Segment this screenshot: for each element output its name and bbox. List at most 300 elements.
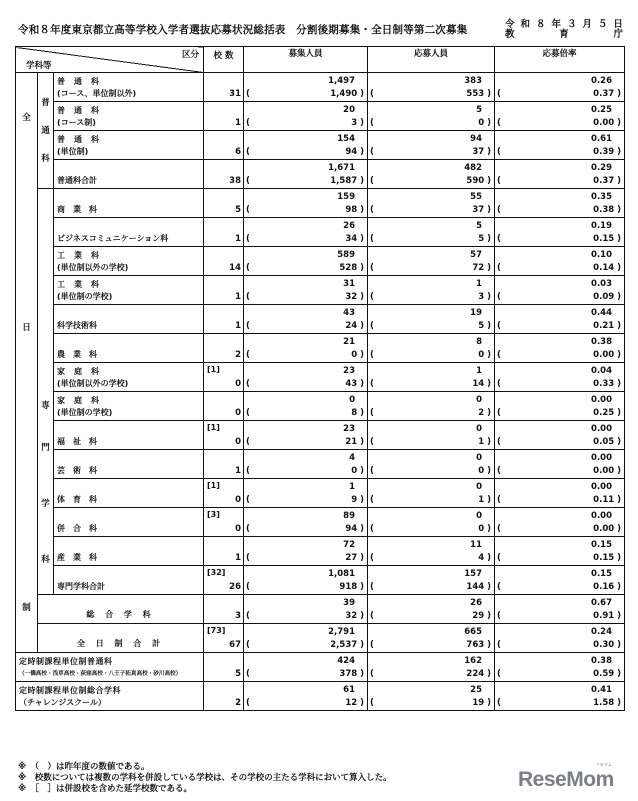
- row-label: [54, 479, 204, 508]
- capacity-previous-value: 1,587: [330, 176, 358, 186]
- header-kubun-gakka: [16, 47, 204, 73]
- paren-open: (: [246, 640, 250, 650]
- ratio-previous-value: 0.15: [593, 553, 615, 563]
- ratio-cell: [495, 247, 625, 276]
- capacity-cell: [244, 276, 368, 305]
- capacity-current: 39: [343, 598, 356, 608]
- schools-bracket-count: [32]: [207, 568, 226, 577]
- capacity-cell: [244, 421, 368, 450]
- ratio-cell: [495, 334, 625, 363]
- row-label-line2: 体 育 科: [57, 495, 97, 504]
- paren-open: (: [246, 350, 250, 360]
- ratio-previous: 0.11 ): [593, 495, 622, 505]
- row-label-line1: 普 通 科: [57, 77, 100, 86]
- paren-open: (: [370, 176, 374, 186]
- schools-cell: [204, 131, 244, 160]
- row-label-line2: (単位制): [57, 147, 89, 156]
- applicants-previous-value: 590: [466, 176, 485, 186]
- capacity-previous-value: 378: [339, 669, 358, 679]
- applicants-previous: 5 ): [478, 234, 492, 244]
- paren-open: (: [497, 321, 501, 331]
- ratio-previous-value: 0.00: [593, 350, 615, 360]
- schools-count: 38: [229, 176, 242, 186]
- paren-open: (: [246, 263, 250, 273]
- paren-open: (: [246, 437, 250, 447]
- applicants-cell: [368, 276, 495, 305]
- ratio-previous-value: 0.59: [593, 669, 615, 679]
- applicants-previous-value: 0: [478, 350, 485, 360]
- ratio-previous-value: 0.21: [593, 321, 615, 331]
- applicants-current: 57: [470, 250, 483, 260]
- capacity-previous: 98 ): [345, 205, 365, 215]
- row-label-line2: 併 合 科: [57, 524, 97, 533]
- applicants-cell: [368, 189, 495, 218]
- applicants-previous-value: 0: [478, 118, 485, 128]
- capacity-cell: [244, 450, 368, 479]
- schools-cell: [204, 73, 244, 102]
- applicants-previous-value: 5: [478, 234, 485, 244]
- paren-open: (: [497, 524, 501, 534]
- applicants-previous-value: 37: [472, 205, 485, 215]
- applicants-previous-value: 14: [472, 379, 485, 389]
- header-schools: 校 数: [204, 47, 244, 73]
- ratio-current: 0.67: [591, 598, 613, 608]
- row-label-line2: (単位制の学校): [57, 408, 113, 417]
- ratio-previous-value: 0.37: [593, 176, 615, 186]
- applicants-current: 0: [476, 511, 483, 521]
- capacity-current: 23: [343, 424, 356, 434]
- table-row: [16, 276, 625, 305]
- ratio-current: 0.38: [591, 337, 613, 347]
- applicants-previous-value: 763: [466, 640, 485, 650]
- row-label: [54, 160, 204, 189]
- capacity-previous: 1,490 ): [330, 89, 365, 99]
- schools-bracket-count: [1]: [207, 481, 220, 490]
- paren-open: (: [246, 611, 250, 621]
- schools-count: 1: [235, 553, 242, 563]
- applicants-cell: [368, 247, 495, 276]
- applicants-previous-value: 1: [478, 495, 485, 505]
- capacity-previous: 94 ): [345, 147, 365, 157]
- ratio-cell: [495, 392, 625, 421]
- applicants-previous-value: 72: [472, 263, 485, 273]
- capacity-previous: 3 ): [351, 118, 365, 128]
- capacity-current: 1,497: [328, 76, 356, 86]
- ratio-cell: [495, 189, 625, 218]
- table-row: [16, 566, 625, 595]
- capacity-current: 424: [337, 656, 356, 666]
- applicants-previous-value: 1: [478, 437, 485, 447]
- schools-count: 3: [235, 611, 242, 621]
- schools-cell: [204, 624, 244, 653]
- capacity-previous-value: 98: [345, 205, 358, 215]
- paren-open: (: [497, 611, 501, 621]
- paren-open: (: [370, 89, 374, 99]
- applicants-current: 1: [476, 279, 483, 289]
- ratio-current: 0.24: [591, 627, 613, 637]
- ratio-previous: 0.37 ): [593, 176, 622, 186]
- schools-count: 2: [235, 698, 242, 708]
- applicants-current: 94: [470, 134, 483, 144]
- capacity-cell: [244, 334, 368, 363]
- paren-open: (: [246, 466, 250, 476]
- header-gakka: 学科等: [26, 61, 52, 71]
- paren-open: (: [497, 89, 501, 99]
- row-label: [54, 334, 204, 363]
- capacity-previous: 0 ): [351, 466, 365, 476]
- header-ratio: 応募倍率: [495, 47, 625, 73]
- applicants-previous: 0 ): [478, 524, 492, 534]
- ratio-previous: 0.00 ): [593, 524, 622, 534]
- capacity-previous-value: 0: [351, 466, 358, 476]
- capacity-current: 0: [349, 395, 356, 405]
- capacity-cell: [244, 73, 368, 102]
- applicants-current: 8: [476, 337, 483, 347]
- capacity-current: 1,671: [328, 163, 356, 173]
- capacity-previous: 32 ): [345, 611, 365, 621]
- applicants-current: 162: [464, 656, 483, 666]
- row-label: [54, 131, 204, 160]
- row-label: [38, 595, 204, 624]
- applicants-cell: [368, 566, 495, 595]
- paren-open: (: [246, 553, 250, 563]
- schools-count: 1: [235, 292, 242, 302]
- applicants-previous: 553 ): [466, 89, 492, 99]
- capacity-previous-value: 32: [345, 611, 358, 621]
- capacity-current: 159: [337, 192, 356, 202]
- ratio-current: 0.03: [591, 279, 613, 289]
- applicants-current: 0: [476, 482, 483, 492]
- ratio-cell: [495, 595, 625, 624]
- row-label-line2: 農 業 科: [57, 350, 97, 359]
- row-label-line2: 芸 術 科: [57, 466, 97, 475]
- row-label-line1: 普 通 科: [57, 135, 100, 144]
- ratio-current: 0.61: [591, 134, 613, 144]
- ratio-previous-value: 0.30: [593, 640, 615, 650]
- applicants-cell: [368, 537, 495, 566]
- table-row: [16, 102, 625, 131]
- ratio-current: 0.35: [591, 192, 613, 202]
- ratio-current: 0.15: [591, 540, 613, 550]
- ratio-current: 0.00: [591, 482, 613, 492]
- applicants-previous-value: 19: [472, 698, 485, 708]
- applicants-cell: [368, 682, 495, 711]
- resemom-logo: [518, 762, 614, 792]
- ratio-previous-value: 0.00: [593, 466, 615, 476]
- ratio-cell: [495, 73, 625, 102]
- table-row: [16, 537, 625, 566]
- capacity-previous-value: 21: [345, 437, 358, 447]
- applicants-current: 157: [464, 569, 483, 579]
- ratio-cell: [495, 131, 625, 160]
- capacity-cell: [244, 653, 368, 682]
- applicants-previous-value: 37: [472, 147, 485, 157]
- table-row: [16, 595, 625, 624]
- ratio-cell: [495, 537, 625, 566]
- capacity-current: 61: [343, 685, 356, 695]
- row-label-line2: 福 祉 科: [57, 437, 97, 446]
- applicants-current: 482: [464, 163, 483, 173]
- ratio-previous: 0.00 ): [593, 466, 622, 476]
- applicants-cell: [368, 334, 495, 363]
- ratio-current: 0.25: [591, 105, 613, 115]
- paren-open: (: [370, 408, 374, 418]
- applicants-previous-value: 0: [478, 524, 485, 534]
- applicants-cell: [368, 131, 495, 160]
- schools-count: 5: [235, 205, 242, 215]
- paren-open: (: [497, 466, 501, 476]
- row-label-line2: 専門学科合計: [57, 582, 105, 591]
- applicants-previous: 224 ): [466, 669, 492, 679]
- row-label-line1: 家 庭 科: [57, 396, 100, 405]
- ratio-previous: 1.58 ): [593, 698, 622, 708]
- row-label: [54, 276, 204, 305]
- capacity-previous-value: 24: [345, 321, 358, 331]
- applicants-previous: 29 ): [472, 611, 492, 621]
- capacity-cell: [244, 305, 368, 334]
- ratio-previous: 0.16 ): [593, 582, 622, 592]
- ratio-cell: [495, 479, 625, 508]
- capacity-previous-value: 94: [345, 524, 358, 534]
- ratio-previous-value: 1.58: [593, 698, 615, 708]
- capacity-cell: [244, 189, 368, 218]
- paren-open: (: [370, 611, 374, 621]
- capacity-previous-value: 918: [339, 582, 358, 592]
- paren-open: (: [246, 495, 250, 505]
- schools-count: 31: [229, 89, 242, 99]
- applicants-current: 5: [476, 105, 483, 115]
- date-char: ５: [597, 19, 608, 30]
- paren-open: (: [497, 263, 501, 273]
- applicants-previous: 37 ): [472, 147, 492, 157]
- ratio-previous: 0.15 ): [593, 553, 622, 563]
- applicants-previous-value: 144: [466, 582, 485, 592]
- ratio-previous: 0.21 ): [593, 321, 622, 331]
- row-label-text: 全 日 制 合 計: [76, 639, 165, 648]
- ratio-cell: [495, 566, 625, 595]
- applicants-cell: [368, 392, 495, 421]
- ratio-previous: 0.00 ): [593, 118, 622, 128]
- capacity-previous: 8 ): [351, 408, 365, 418]
- paren-open: (: [246, 582, 250, 592]
- capacity-cell: [244, 624, 368, 653]
- paren-open: (: [370, 553, 374, 563]
- applicants-cell: [368, 595, 495, 624]
- paren-open: (: [246, 292, 250, 302]
- paren-open: (: [497, 205, 501, 215]
- ratio-previous-value: 0.91: [593, 611, 615, 621]
- paren-open: (: [246, 176, 250, 186]
- row-label-line1: 普 通 科: [57, 106, 100, 115]
- capacity-cell: [244, 566, 368, 595]
- applicants-previous: 1 ): [478, 495, 492, 505]
- applicants-previous-value: 0: [478, 466, 485, 476]
- applicants-cell: [368, 363, 495, 392]
- schools-count: 6: [235, 147, 242, 157]
- date-char: 令: [505, 19, 515, 30]
- row-label-text: 総 合 学 科: [86, 610, 155, 619]
- row-label-line2: (単位制以外の学校): [57, 379, 129, 388]
- ratio-previous-value: 0.39: [593, 147, 615, 157]
- capacity-previous-value: 27: [345, 553, 358, 563]
- ratio-previous-value: 0.33: [593, 379, 615, 389]
- applicants-current: 1: [476, 366, 483, 376]
- date-char: 和: [520, 19, 530, 30]
- capacity-previous: 32 ): [345, 292, 365, 302]
- logo-text: ReseMom: [518, 768, 614, 791]
- capacity-cell: [244, 363, 368, 392]
- ratio-current: 0.15: [591, 569, 613, 579]
- paren-open: (: [497, 118, 501, 128]
- ratio-current: 0.00: [591, 453, 613, 463]
- paren-open: (: [497, 350, 501, 360]
- row-label-line2: 産 業 科: [57, 553, 97, 562]
- table-row: [16, 218, 625, 247]
- table-row: [16, 334, 625, 363]
- capacity-cell: [244, 131, 368, 160]
- capacity-current: 26: [343, 221, 356, 231]
- capacity-current: 154: [337, 134, 356, 144]
- paren-open: (: [370, 234, 374, 244]
- capacity-current: 4: [349, 453, 356, 463]
- capacity-current: 21: [343, 337, 356, 347]
- row-label: [16, 653, 204, 682]
- applicants-current: 55: [470, 192, 483, 202]
- row-label: [54, 363, 204, 392]
- paren-open: (: [246, 408, 250, 418]
- header-capacity: 募集人員: [244, 47, 368, 73]
- table-row: [16, 73, 625, 102]
- applicants-cell: [368, 305, 495, 334]
- capacity-previous-value: 1,490: [330, 89, 358, 99]
- row-label: [54, 247, 204, 276]
- capacity-current: 589: [337, 250, 356, 260]
- ratio-previous-value: 0.14: [593, 263, 615, 273]
- capacity-previous: 9 ): [351, 495, 365, 505]
- row-label: [54, 102, 204, 131]
- table-row: [16, 189, 625, 218]
- issuer-char: 庁: [613, 29, 623, 40]
- applicants-cell: [368, 479, 495, 508]
- schools-cell: [204, 102, 244, 131]
- ratio-cell: [495, 102, 625, 131]
- schools-cell: [204, 160, 244, 189]
- date-char: 年: [551, 19, 561, 30]
- row-label-line1: 定時制課程単位制総合学科: [19, 686, 121, 695]
- applicants-current: 25: [470, 685, 483, 695]
- applicants-cell: [368, 421, 495, 450]
- ratio-cell: [495, 421, 625, 450]
- capacity-previous-value: 528: [339, 263, 358, 273]
- ratio-current: 0.41: [591, 685, 613, 695]
- paren-open: (: [497, 582, 501, 592]
- capacity-cell: [244, 160, 368, 189]
- row-label: [54, 566, 204, 595]
- footnote: ※ （ ）は昨年度の数値である。: [18, 762, 150, 772]
- issuer: [505, 30, 623, 40]
- paren-open: (: [370, 379, 374, 389]
- footnotes: [18, 762, 392, 795]
- ratio-previous-value: 0.16: [593, 582, 615, 592]
- ratio-previous: 0.00 ): [593, 350, 622, 360]
- applicants-current: 665: [464, 627, 483, 637]
- applicants-cell: [368, 73, 495, 102]
- applicants-previous-value: 2: [478, 408, 485, 418]
- capacity-cell: [244, 508, 368, 537]
- ratio-previous-value: 0.25: [593, 408, 615, 418]
- ratio-previous: 0.39 ): [593, 147, 622, 157]
- ratio-previous: 0.38 ): [593, 205, 622, 215]
- applicants-previous: 0 ): [478, 350, 492, 360]
- table-row: [16, 160, 625, 189]
- group-futsuka: 普 通 科: [38, 73, 54, 189]
- applicants-previous: 72 ): [472, 263, 492, 273]
- schools-cell: [204, 682, 244, 711]
- ratio-current: 0.04: [591, 366, 613, 376]
- capacity-cell: [244, 102, 368, 131]
- row-label-line2: 商 業 科: [57, 205, 97, 214]
- row-label-line1: 定時制課程単位制普通科: [19, 657, 113, 666]
- paren-open: (: [246, 698, 250, 708]
- table-row: [16, 392, 625, 421]
- ratio-current: 0.00: [591, 424, 613, 434]
- paren-open: (: [497, 234, 501, 244]
- table-row: [16, 247, 625, 276]
- capacity-previous: 0 ): [351, 350, 365, 360]
- ratio-cell: [495, 682, 625, 711]
- applicants-previous-value: 3: [478, 292, 485, 302]
- paren-open: (: [370, 437, 374, 447]
- paren-open: (: [497, 408, 501, 418]
- row-label-line2: 普通科合計: [57, 176, 97, 185]
- paren-open: (: [497, 292, 501, 302]
- paren-open: (: [370, 321, 374, 331]
- capacity-current: 31: [343, 279, 356, 289]
- schools-cell: [204, 392, 244, 421]
- row-label-line2: （チャレンジスクール）: [19, 698, 106, 707]
- ratio-cell: [495, 160, 625, 189]
- row-label: [54, 421, 204, 450]
- applicants-cell: [368, 102, 495, 131]
- logo-subtext: リセマム: [595, 762, 612, 767]
- schools-count: 1: [235, 466, 242, 476]
- date-char: ３: [566, 19, 577, 30]
- schools-bracket-count: [1]: [207, 365, 220, 374]
- date-char: 月: [582, 19, 592, 30]
- ratio-cell: [495, 624, 625, 653]
- capacity-cell: [244, 392, 368, 421]
- capacity-current: 72: [343, 540, 356, 550]
- schools-cell: [204, 537, 244, 566]
- capacity-previous-value: 0: [351, 350, 358, 360]
- row-label: [54, 189, 204, 218]
- applicants-previous: 590 ): [466, 176, 492, 186]
- schools-count: 0: [235, 437, 242, 447]
- applicants-current: 383: [464, 76, 483, 86]
- capacity-previous-value: 8: [351, 408, 358, 418]
- paren-open: (: [370, 466, 374, 476]
- capacity-previous: 27 ): [345, 553, 365, 563]
- capacity-previous: 94 ): [345, 524, 365, 534]
- capacity-previous-value: 12: [345, 698, 358, 708]
- schools-count: 0: [235, 379, 242, 389]
- date-char: 日: [613, 19, 623, 30]
- paren-open: (: [246, 669, 250, 679]
- schools-cell: [204, 189, 244, 218]
- capacity-cell: [244, 682, 368, 711]
- row-label: [54, 305, 204, 334]
- ratio-previous: 0.37 ): [593, 89, 622, 99]
